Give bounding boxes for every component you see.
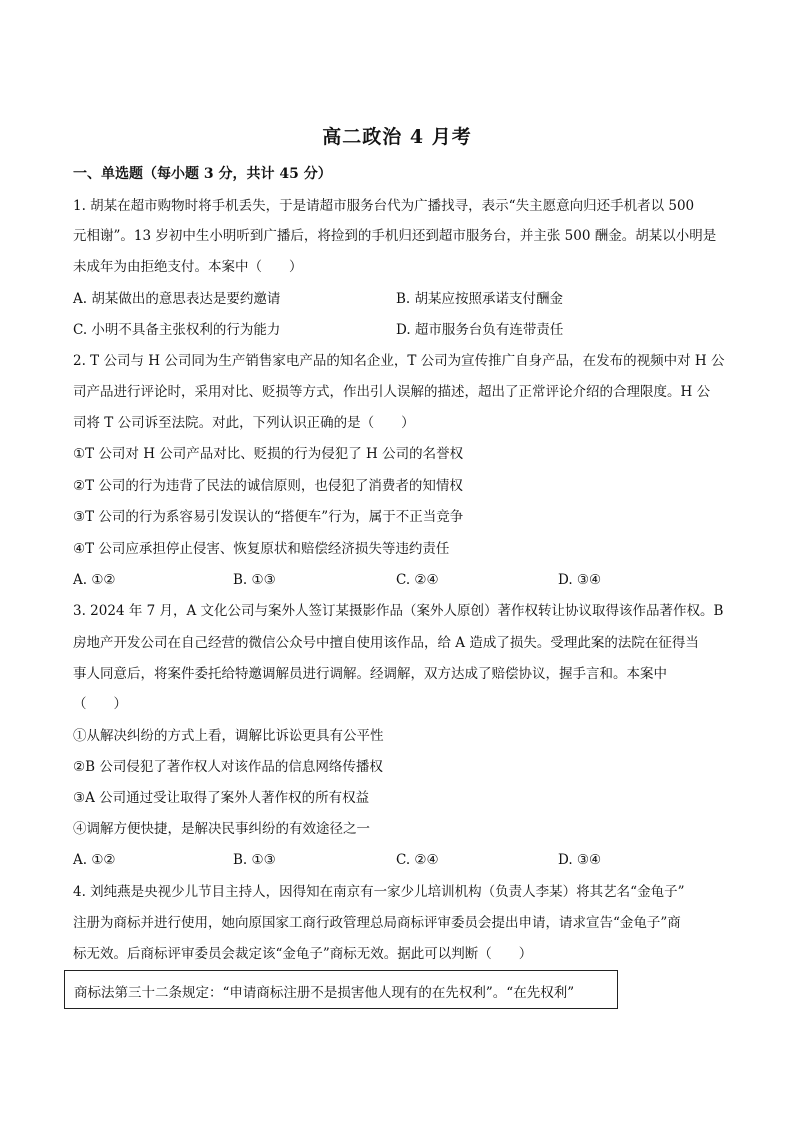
q1-option-a[interactable]: A. 胡某做出的意思表达是要约邀请 [73, 291, 281, 307]
q3-statement-2: ②B 公司侵犯了著作权人对该作品的信息网络传播权 [73, 759, 383, 775]
q1-option-b[interactable]: B. 胡某应按照承诺支付酬金 [396, 291, 564, 307]
q2-statement-1: ①T 公司对 H 公司产品对比、贬损的行为侵犯了 H 公司的名誉权 [73, 446, 464, 462]
q3-statement-3: ③A 公司通过受让取得了案外人著作权的所有权益 [73, 790, 370, 806]
q3-option-b[interactable]: B. ①③ [233, 852, 276, 868]
q2-option-a[interactable]: A. ①② [73, 572, 116, 588]
q2-line-3: 司将 T 公司诉至法院。对此，下列认识正确的是（ ） [73, 415, 415, 431]
q2-option-c[interactable]: C. ②④ [396, 572, 439, 588]
q3-line-4: （ ） [73, 696, 127, 712]
q4-line-3: 标无效。后商标评审委员会裁定该“金龟子”商标无效。据此可以判断（ ） [73, 946, 533, 962]
q4-material-box [64, 970, 618, 1009]
q3-line-2: 房地产开发公司在自己经营的微信公众号中擅自使用该作品，给 A 造成了损失。受理此案的法院在征得当 [73, 635, 699, 651]
q1-option-d[interactable]: D. 超市服务台负有连带责任 [396, 322, 564, 338]
q3-line-3: 事人同意后，将案件委托给特邀调解员进行调解。经调解，双方达成了赔偿协议，握手言和。本案中 [73, 666, 667, 682]
q2-option-d[interactable]: D. ③④ [558, 572, 602, 588]
q3-statement-1: ①从解决纠纷的方式上看，调解比诉讼更具有公平性 [73, 728, 384, 744]
q2-option-b[interactable]: B. ①③ [233, 572, 276, 588]
q4-line-1: 4. 刘纯燕是央视少儿节目主持人，因得知在南京有一家少儿培训机构（负责人李某）将其艺名“金龟子” [73, 884, 685, 900]
q2-statement-3: ③T 公司的行为系容易引发误认的“搭便车”行为，属于不正当竞争 [73, 509, 464, 525]
page-title: 高二政治 4 月考 [322, 126, 472, 148]
q1-line-3: 未成年为由拒绝支付。本案中（ ） [73, 259, 303, 275]
q1-line-2: 元相谢”。13 岁初中生小明听到广播后，将捡到的手机归还到超市服务台，并主张 500 酬金。胡某以小明是 [73, 228, 717, 244]
q3-option-a[interactable]: A. ①② [73, 852, 116, 868]
q4-material-text: 商标法第三十二条规定：“申请商标注册不是损害他人现有的在先权利”。“在先权利” [74, 985, 575, 1001]
section-heading: 一、单选题（每小题 3 分，共计 45 分） [73, 166, 332, 182]
q3-option-c[interactable]: C. ②④ [396, 852, 439, 868]
q2-line-2: 司产品进行评论时，采用对比、贬损等方式，作出引人误解的描述，超出了正常评论介绍的合理限度。H 公 [73, 384, 711, 400]
q2-statement-2: ②T 公司的行为违背了民法的诚信原则，也侵犯了消费者的知情权 [73, 478, 463, 494]
q2-line-1: 2. T 公司与 H 公司同为生产销售家电产品的知名企业，T 公司为宣传推广自身产品，在发布的视频中对 H 公 [73, 353, 725, 369]
q1-line-1: 1. 胡某在超市购物时将手机丢失，于是请超市服务台代为广播找寻，表示“失主愿意向归还手机者以 500 [73, 198, 695, 214]
q3-line-1: 3. 2024 年 7 月，A 文化公司与案外人签订某摄影作品（案外人原创）著作权转让协议取得该作品著作权。B [73, 603, 724, 619]
q3-statement-4: ④调解方便快捷，是解决民事纠纷的有效途径之一 [73, 821, 370, 837]
q2-statement-4: ④T 公司应承担停止侵害、恢复原状和赔偿经济损失等违约责任 [73, 541, 450, 557]
q4-line-2: 注册为商标并进行使用，她向原国家工商行政管理总局商标评审委员会提出申请，请求宣告“金龟子”商 [73, 915, 681, 931]
q1-option-c[interactable]: C. 小明不具备主张权利的行为能力 [73, 322, 281, 338]
q3-option-d[interactable]: D. ③④ [558, 852, 602, 868]
